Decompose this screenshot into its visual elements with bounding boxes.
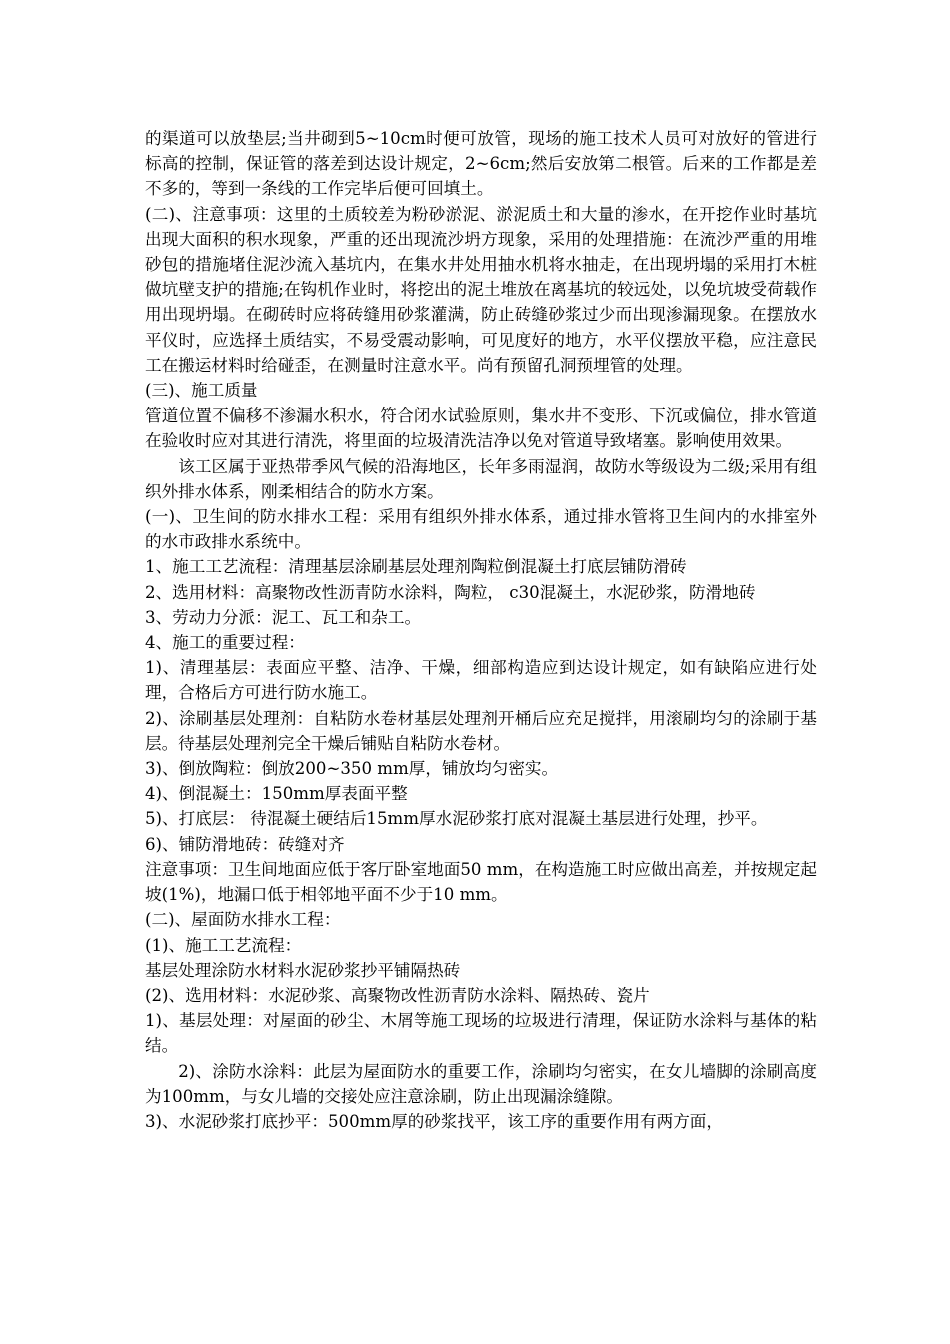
paragraph: 2)、涂刷基层处理剂：自粘防水卷材基层处理剂开桶后应充足搅拌，用滚刷均匀的涂刷于基层。待基层处理剂完全干燥后铺贴自粘防水卷材。: [145, 708, 817, 753]
paragraph: 6)、铺防滑地砖：砖缝对齐: [145, 834, 345, 854]
paragraph: (三)、施工质量: [145, 381, 258, 401]
paragraph: 1)、清理基层：表面应平整、洁净、干燥，细部构造应到达设计规定，如有缺陷应进行处理，合格后方可进行防水施工。: [145, 658, 817, 703]
paragraph: 3)、水泥砂浆打底抄平：500mm厚的砂浆找平，该工序的重要作用有两方面，: [145, 1111, 723, 1131]
paragraph: 1、施工工艺流程：清理基层涂刷基层处理剂陶粒倒混凝土打底层铺防滑砖: [145, 557, 687, 577]
paragraph: 的渠道可以放垫层;当井砌到5~10cm时便可放管，现场的施工技术人员可对放好的管进行标高的控制，保证管的落差到达设计规定，2~6cm;然后安放第二根管。后来的工作都是差不多的，等到一条线的工作完毕后便可回填土。: [145, 129, 817, 199]
paragraph: (1)、施工工艺流程：: [145, 935, 302, 955]
paragraph: 2)、涂防水涂料：此层为屋面防水的重要工作，涂刷均匀密实，在女儿墙脚的涂刷高度为100mm，与女儿墙的交接处应注意涂刷，防止出现漏涂缝隙。: [145, 1061, 817, 1106]
paragraph: 4、施工的重要过程：: [145, 633, 305, 653]
paragraph: 基层处理涂防水材料水泥砂浆抄平铺隔热砖: [145, 960, 461, 980]
paragraph: (一)、卫生间的防水排水工程：采用有组织外排水体系，通过排水管将卫生间内的水排室外的水市政排水系统中。: [145, 507, 817, 552]
paragraph: 5)、打底层： 待混凝土硬结后15mm厚水泥砂浆打底对混凝土基层进行处理，抄平。: [145, 809, 768, 829]
document-body: [145, 126, 817, 1134]
paragraph: (二)、注意事项：这里的土质较差为粉砂淤泥、淤泥质土和大量的渗水，在开挖作业时基坑出现大面积的积水现象，严重的还出现流沙坍方现象，采用的处理措施：在流沙严重的用堆砂包的措施堵住泥沙流入基坑内，在集水井处用抽水机将水抽走，在出现坍塌的采用打木桩做坑壁支护的措施;在钩机作业时，将挖出的泥土堆放在离基坑的较远处，以免坑坡受荷载作用出现坍塌。在砌砖时应将砖缝用砂浆灌满，防止砖缝砂浆过少而出现渗漏现象。在摆放水平仪时，应选择土质结实，不易受震动影响，可见度好的地方，水平仪摆放平稳，应注意民工在搬运材料时给碰歪，在测量时注意水平。尚有预留孔洞预埋管的处理。: [145, 204, 817, 375]
paragraph: 1)、基层处理：对屋面的砂尘、木屑等施工现场的垃圾进行清理，保证防水涂料与基体的粘结。: [145, 1011, 817, 1056]
paragraph: (2)、选用材料：水泥砂浆、高聚物改性沥青防水涂料、隔热砖、瓷片: [145, 985, 650, 1005]
paragraph: 3、劳动力分派：泥工、瓦工和杂工。: [145, 607, 422, 627]
paragraph: 管道位置不偏移不渗漏水积水，符合闭水试验原则，集水井不变形、下沉或偏位，排水管道在验收时应对其进行清洗，将里面的垃圾清洗洁净以免对管道导致堵塞。影响使用效果。: [145, 406, 817, 451]
paragraph: 2、选用材料：高聚物改性沥青防水涂料，陶粒， c30混凝土，水泥砂浆，防滑地砖: [145, 582, 756, 602]
paragraph: (二)、屋面防水排水工程：: [145, 910, 341, 930]
paragraph: 4)、倒混凝土：150mm厚表面平整: [145, 784, 408, 804]
paragraph: 3)、倒放陶粒：倒放200~350 mm厚，铺放均匀密实。: [145, 759, 559, 779]
paragraph: 该工区属于亚热带季风气候的沿海地区，长年多雨湿润，故防水等级设为二级;采用有组织外排水体系，刚柔相结合的防水方案。: [145, 456, 817, 501]
paragraph: 注意事项：卫生间地面应低于客厅卧室地面50 mm，在构造施工时应做出高差，并按规定起坡(1%)，地漏口低于相邻地平面不少于10 mm。: [145, 859, 817, 905]
